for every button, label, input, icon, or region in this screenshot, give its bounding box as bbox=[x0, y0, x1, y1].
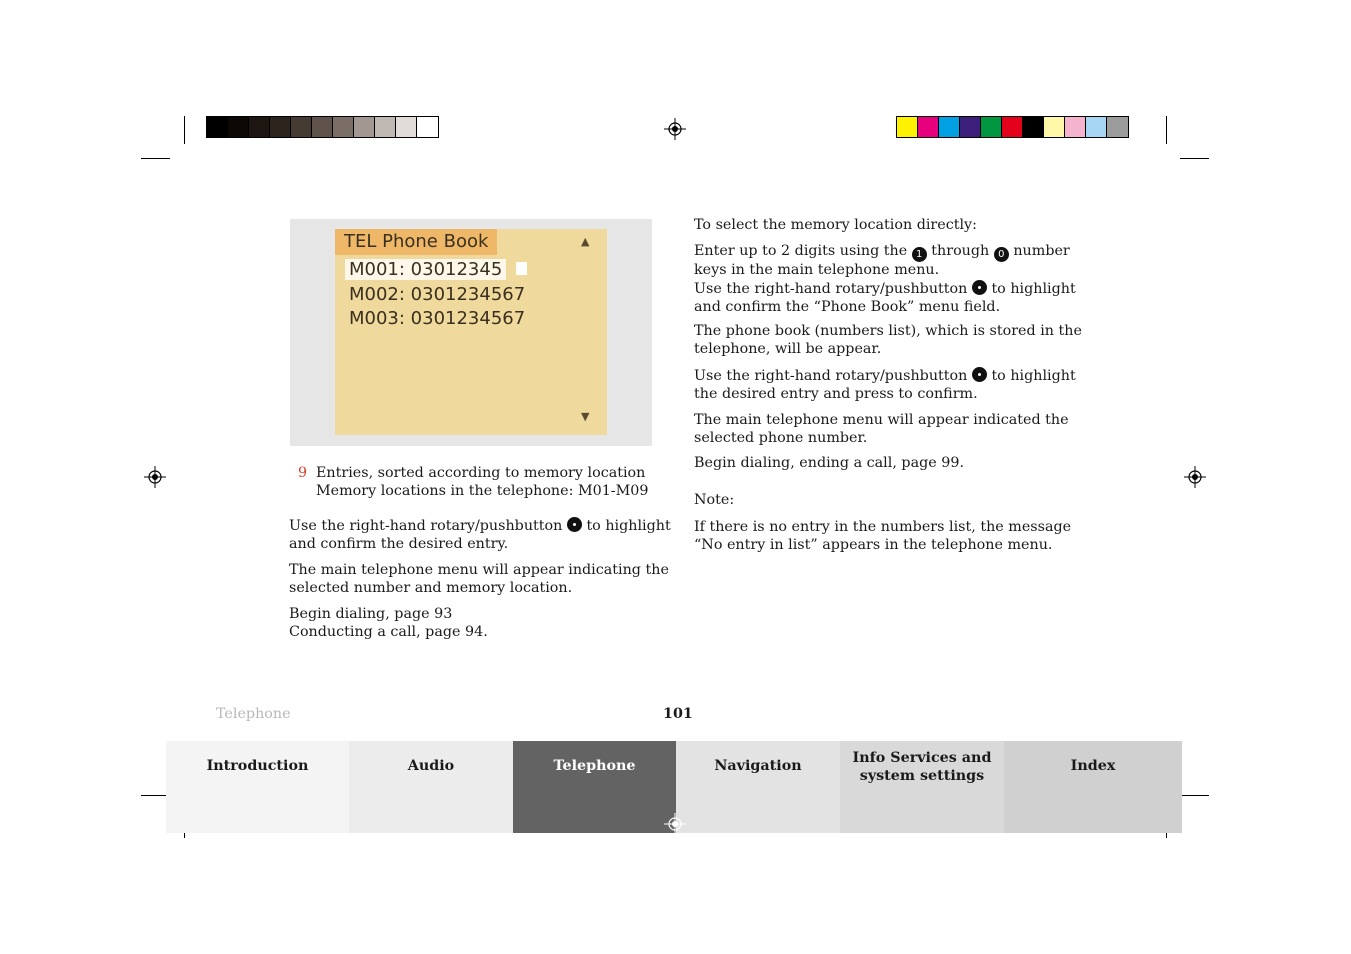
tab-telephone[interactable]: Telephone bbox=[513, 741, 676, 833]
paragraph: Begin dialing, page 93 Conducting a call, page 94. bbox=[289, 606, 488, 640]
crop-mark bbox=[184, 116, 185, 144]
scroll-down-icon: ▼ bbox=[581, 410, 590, 423]
key-0-icon: 0 bbox=[994, 247, 1009, 262]
rotary-pushbutton-icon bbox=[972, 367, 987, 382]
color-swatch bbox=[981, 117, 1002, 137]
color-swatch bbox=[1065, 117, 1086, 137]
paragraph: The phone book (numbers list), which is stored in the telephone, will be appear. bbox=[694, 323, 1082, 357]
paragraph: The main telephone menu will appear indicated the selected phone number. bbox=[694, 412, 1069, 446]
rotary-pushbutton-icon bbox=[567, 517, 582, 532]
paragraph: Use the right-hand rotary/pushbutton to highlight the desired entry and press to confirm. bbox=[694, 368, 1076, 402]
color-swatch bbox=[1002, 117, 1023, 137]
color-swatch bbox=[375, 117, 396, 137]
note-label: Note: bbox=[694, 492, 735, 508]
color-swatch bbox=[333, 117, 354, 137]
section-title: Telephone bbox=[216, 706, 291, 722]
paragraph: Enter up to 2 digits using the 1 through 0 number keys in the main telephone menu. Use the right-hand rotary/pushbutton to highlight and confirm the “Phone Book” menu field. bbox=[694, 243, 1076, 315]
color-swatch bbox=[897, 117, 918, 137]
crop-mark bbox=[141, 158, 170, 159]
page-number: 101 bbox=[663, 706, 693, 722]
paragraph: Begin dialing, ending a call, page 99. bbox=[694, 455, 964, 471]
paragraph: Use the right-hand rotary/pushbutton to highlight and confirm the desired entry. bbox=[289, 518, 671, 552]
tab-navigation[interactable]: Navigation bbox=[676, 741, 840, 833]
registration-mark-icon bbox=[144, 466, 166, 488]
scroll-up-icon: ▲ bbox=[581, 235, 590, 248]
note-text: If there is no entry in the numbers list, the message “No entry in list” appears in the telephone menu. bbox=[694, 519, 1072, 553]
tab-info-services[interactable]: Info Services and system settings bbox=[840, 741, 1004, 833]
color-swatch bbox=[207, 117, 228, 137]
color-swatch bbox=[312, 117, 333, 137]
paragraph: To select the memory location directly: bbox=[694, 217, 977, 233]
key-1-icon: 1 bbox=[912, 247, 927, 262]
registration-mark-icon bbox=[664, 118, 686, 140]
display-cursor bbox=[516, 262, 527, 275]
paragraph: The main telephone menu will appear indicating the selected number and memory location. bbox=[289, 562, 669, 596]
registration-mark-icon bbox=[1184, 466, 1206, 488]
crop-mark bbox=[1180, 795, 1209, 796]
color-swatch bbox=[1086, 117, 1107, 137]
display-title: TEL Phone Book bbox=[335, 229, 497, 255]
rotary-pushbutton-icon bbox=[972, 280, 987, 295]
callout-number: 9 bbox=[298, 465, 308, 481]
tab-index[interactable]: Index bbox=[1004, 741, 1182, 833]
color-swatch bbox=[417, 117, 438, 137]
color-swatch bbox=[270, 117, 291, 137]
registration-mark-icon bbox=[664, 813, 686, 835]
color-swatch bbox=[396, 117, 417, 137]
display-entry: M003: 0301234567 bbox=[349, 308, 526, 329]
color-swatch bbox=[918, 117, 939, 137]
color-swatch bbox=[354, 117, 375, 137]
color-swatch bbox=[1023, 117, 1044, 137]
color-bar bbox=[896, 116, 1129, 138]
color-swatch bbox=[960, 117, 981, 137]
color-swatch bbox=[1107, 117, 1128, 137]
color-swatch bbox=[1044, 117, 1065, 137]
grayscale-bar bbox=[206, 116, 439, 138]
display-entry: M002: 0301234567 bbox=[349, 284, 526, 305]
color-swatch bbox=[228, 117, 249, 137]
display-entry-label: M001: 03012345 bbox=[345, 259, 506, 280]
color-swatch bbox=[249, 117, 270, 137]
color-swatch bbox=[939, 117, 960, 137]
tab-introduction[interactable]: Introduction bbox=[166, 741, 349, 833]
crop-mark bbox=[1180, 158, 1209, 159]
crop-mark bbox=[1166, 116, 1167, 144]
display-entry-selected bbox=[345, 259, 506, 281]
callout-text: Entries, sorted according to memory location Memory locations in the telephone: M01-M09 bbox=[316, 465, 649, 499]
tab-audio[interactable]: Audio bbox=[349, 741, 513, 833]
color-swatch bbox=[291, 117, 312, 137]
